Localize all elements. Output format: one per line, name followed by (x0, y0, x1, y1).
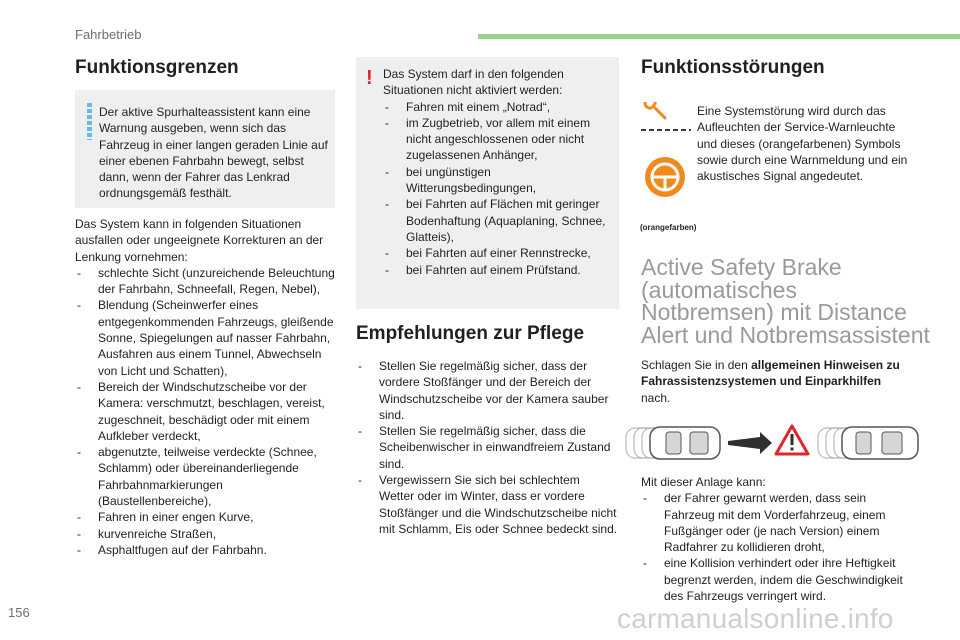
section-label: Fahrbetrieb (75, 27, 142, 42)
warning-list (383, 99, 613, 278)
info-note-text: Der aktive Spurhalteassistent kann eine Warnung ausgeben, wenn sich das Fahrzeug in einer langen geraden Linie auf einer ebenen Fahrbahn bewegt, selbst dann, wenn der Fahrer das Lenkrad ordnungsgemäß festhält. (99, 105, 328, 201)
warning-intro: Das System darf in den folgenden Situationen nicht aktiviert werden: (383, 67, 564, 98)
list-item: - Blendung (Scheinwerfer eines entgegenkommenden Fahrzeugs, gleißende Sonne, Spiegelungen auf nasser Fahrbahn, Ausfahren aus einem Tunnel, Abwechseln von Licht und Schatten), (75, 297, 337, 378)
header-accent-bar (478, 34, 960, 39)
aeb-reference: Schlagen Sie in den allgemeinen Hinweisen zu Fahrassistenzsystemen und Einparkhilfen nach. (641, 358, 900, 405)
warning-body (383, 66, 613, 278)
list-item: - im Zugbetrieb, vor allem mit einem nicht angeschlossenen oder nicht zugelassenen Anhänger, (383, 115, 613, 164)
list-item: - kurvenreiche Straßen, (75, 526, 337, 542)
page-number: 156 (8, 605, 30, 620)
list-item: - Stellen Sie regelmäßig sicher, dass der vordere Stoßfänger und der Bereich der Windschutzscheibe vor der Kamera sauber sind. (356, 358, 618, 423)
limits-body (75, 216, 337, 558)
wrench-icon (641, 102, 691, 134)
list-item: - Bereich der Windschutzscheibe vor der Kamera: verschmutzt, beschlagen, vereist, zugeschneit, beschädigt oder mit einem Aufkleber verdeckt, (75, 379, 337, 444)
list-item: - Asphaltfugen auf der Fahrbahn. (75, 542, 337, 558)
watermark: carmanualsonline.info (617, 603, 894, 634)
list-item: - Fahren mit einem „Notrad“, (383, 99, 613, 115)
aeb-list (641, 490, 916, 604)
icon-caption: (orangefarben) (640, 223, 697, 232)
list-item: - eine Kollision verhindert oder ihre Heftigkeit begrenzt werden, indem die Geschwindigkeit des Fahrzeugs verringert wird. (641, 555, 916, 604)
steering-lane-icon (643, 155, 687, 199)
list-item: - der Fahrer gewarnt werden, dass sein Fahrzeug mit dem Vorderfahrzeug, einem Fußgänger oder (je nach Version) einem Radfahrer zu kollidieren droht, (641, 490, 916, 555)
aeb-illustration (620, 420, 930, 470)
faults-title: Funktionsstörungen (641, 57, 825, 78)
warning-icon: ! (366, 67, 373, 89)
list-item: - bei Fahrten auf einem Prüfstand. (383, 262, 613, 278)
aeb-title: Active Safety Brake (automatisches Notbremsen) mit Distance Alert und Notbremsassistent (641, 254, 930, 348)
list-item: - bei Fahrten auf Flächen mit geringer Bodenhaftung (Aquaplaning, Schnee, Glatteis), (383, 196, 613, 245)
faults-text: Eine Systemstörung wird durch das Aufleuchten der Service-Warnleuchte und dieses (orangefarbenen) Symbols sowie durch eine Warnmeldung und ein akustisches Signal angedeutet. (697, 104, 908, 184)
care-title: Empfehlungen zur Pflege (356, 323, 585, 344)
list-item: - bei Fahrten auf einer Rennstrecke, (383, 245, 613, 261)
list-item: - schlechte Sicht (unzureichende Beleuchtung der Fahrbahn, Schneefall, Regen, Nebel), (75, 265, 337, 298)
limits-title: Funktionsgrenzen (75, 57, 239, 78)
list-item: - abgenutzte, teilweise verdeckte (Schnee, Schlamm) oder übereinanderliegende Fahrbahnmarkierungen (Baustellenbereiche), (75, 444, 337, 509)
care-list (356, 358, 618, 537)
aeb-body (641, 474, 916, 604)
limits-list (75, 265, 337, 558)
list-item: - Fahren in einer engen Kurve, (75, 509, 337, 525)
list-item: - bei ungünstigen Witterungsbedingungen, (383, 164, 613, 197)
list-item: - Stellen Sie regelmäßig sicher, dass die Scheibenwischer in einwandfreiem Zustand sind. (356, 423, 618, 472)
info-icon (87, 103, 92, 140)
care-body (356, 358, 618, 537)
aeb-list-intro: Mit dieser Anlage kann: (641, 475, 766, 489)
limits-intro: Das System kann in folgenden Situationen ausfallen oder ungeeignete Korrekturen an der Lenkung vornehmen: (75, 217, 324, 264)
list-item: - Vergewissern Sie sich bei schlechtem Wetter oder im Winter, dass er vordere Stoßfänger und die Windschutzscheibe nicht mit Schlamm, Eis oder Schnee bedeckt sind. (356, 472, 618, 537)
